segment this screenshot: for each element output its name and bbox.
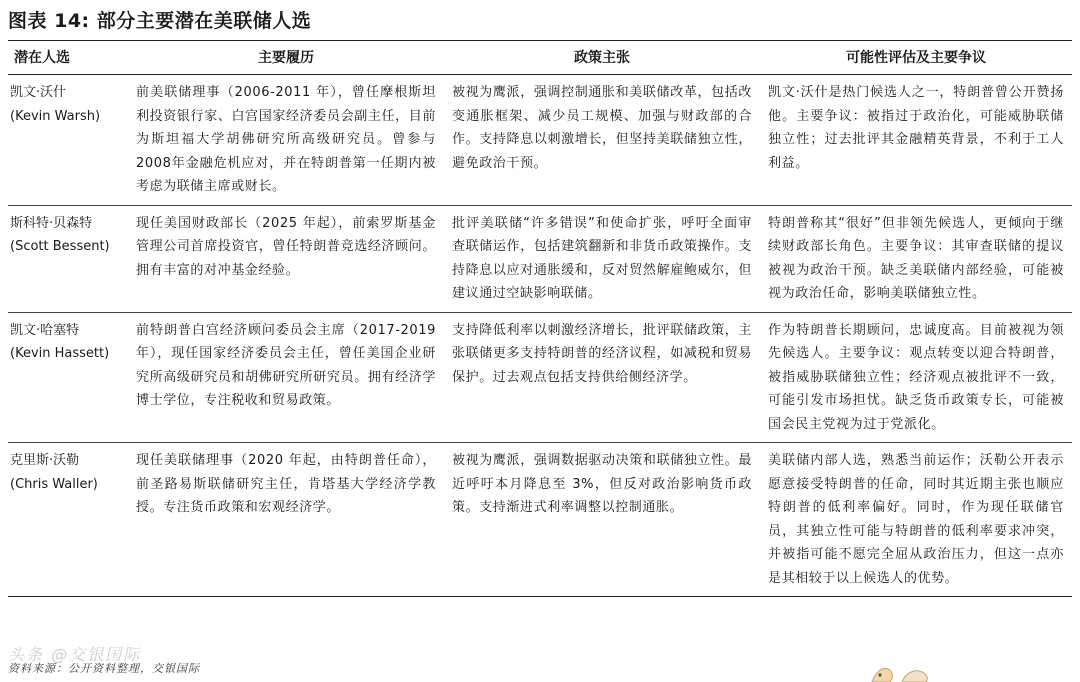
candidate-name-cell: [8, 312, 128, 443]
candidate-name-en: (Chris Waller): [10, 476, 98, 492]
candidates-table: [8, 40, 1072, 597]
resume-cell: 前特朗普白宫经济顾问委员会主席（2017-2019 年），现任国家经济委员会主任，曾任美国企业研究所高级研究员和胡佛研究所研究员。拥有经济学博士学位，专注税收和贸易政策。: [128, 312, 444, 443]
header-resume: 主要履历: [128, 41, 444, 75]
watermark-text: 头条 @交银国际: [8, 645, 142, 664]
header-policy: 政策主张: [444, 41, 760, 75]
resume-cell: 现任美国财政部长（2025 年起），前索罗斯基金管理公司首席投资官，曾任特朗普竞选经济顾问。拥有丰富的对冲基金经验。: [128, 205, 444, 312]
policy-cell: 支持降低利率以刺激经济增长，批评联储政策，主张联储更多支持特朗普的经济议程，如减税和贸易保护。过去观点包括支持供给侧经济学。: [444, 312, 760, 443]
assessment-cell: 凯文·沃什是热门候选人之一，特朗普曾公开赞扬他。主要争议：被指过于政治化，可能威胁联储独立性；过去批评其金融精英背景，不利于工人利益。: [760, 75, 1072, 206]
table-header-row: [8, 41, 1072, 75]
figure-title: 图表 14: 部分主要潜在美联储人选: [8, 10, 312, 32]
decorative-figure-icon: [868, 664, 938, 682]
table-row: [8, 312, 1072, 443]
header-candidate: 潜在人选: [8, 41, 128, 75]
assessment-cell: 作为特朗普长期顾问，忠诚度高。目前被视为领先候选人。主要争议：观点转变以迎合特朗普，被指威胁联储独立性；经济观点被批评不一致，可能引发市场担忧。缺乏货币政策专长，可能被国会民主党视为过于党派化。: [760, 312, 1072, 443]
header-assessment: 可能性评估及主要争议: [760, 41, 1072, 75]
candidate-name-en: (Kevin Hassett): [10, 346, 110, 361]
assessment-cell: 特朗普称其“很好”但非领先候选人，更倾向于继续财政部长角色。主要争议：其审查联储的提议被视为政治干预。缺乏美联储内部经验，可能被视为政治任命，影响美联储独立性。: [760, 205, 1072, 312]
table-row: [8, 443, 1072, 597]
table-row: [8, 75, 1072, 206]
resume-cell: 现任美联储理事（2020 年起，由特朗普任命），前圣路易斯联储研究主任，肯塔基大学经济学教授。专注货币政策和宏观经济学。: [128, 443, 444, 597]
table-row: [8, 205, 1072, 312]
policy-cell: 被视为鹰派，强调数据驱动决策和联储独立性。最近呼吁本月降息至 3%，但反对政治影响货币政策。支持渐进式利率调整以控制通胀。: [444, 443, 760, 597]
candidate-name-en: (Scott Bessent): [10, 239, 110, 254]
candidate-name-cell: [8, 205, 128, 312]
candidate-name-cell: [8, 443, 128, 597]
candidate-name-cn: 凯文·沃什: [10, 85, 67, 100]
candidate-name-cn: 凯文·哈塞特: [10, 322, 80, 338]
source-note: 资料来源：公开资料整理，交银国际: [8, 662, 200, 675]
policy-cell: 被视为鹰派，强调控制通胀和美联储改革，包括改变通胀框架、减少员工规模、加强与财政部的合作。支持降息以刺激增长，但坚持美联储独立性，避免政治干预。: [444, 75, 760, 206]
resume-cell: 前美联储理事（2006-2011 年），曾任摩根斯坦利投资银行家、白宫国家经济委员会副主任，目前为斯坦福大学胡佛研究所高级研究员。曾参与2008年金融危机应对，并在特朗普第一任期内被考虑为联储主席或财长。: [128, 75, 444, 206]
assessment-cell: 美联储内部人选，熟悉当前运作；沃勒公开表示愿意接受特朗普的任命，同时其近期主张也顺应特朗普的低利率偏好。同时，作为现任联储官员，其独立性可能与特朗普的低利率要求冲突，并被指可能不愿完全屈从政治压力，但这一点亦是其相较于以上候选人的优势。: [760, 443, 1072, 597]
candidate-name-en: (Kevin Warsh): [10, 108, 101, 124]
candidate-name-cn: 克里斯·沃勒: [10, 453, 80, 468]
candidate-name-cn: 斯科特·贝森特: [10, 215, 93, 231]
policy-cell: 批评美联储“许多错误”和使命扩张，呼吁全面审查联储运作，包括建筑翻新和非货币政策操作。支持降息以应对通胀缓和，反对贸然解雇鲍威尔，但建议通过空缺影响联储。: [444, 205, 760, 312]
candidate-name-cell: [8, 75, 128, 206]
